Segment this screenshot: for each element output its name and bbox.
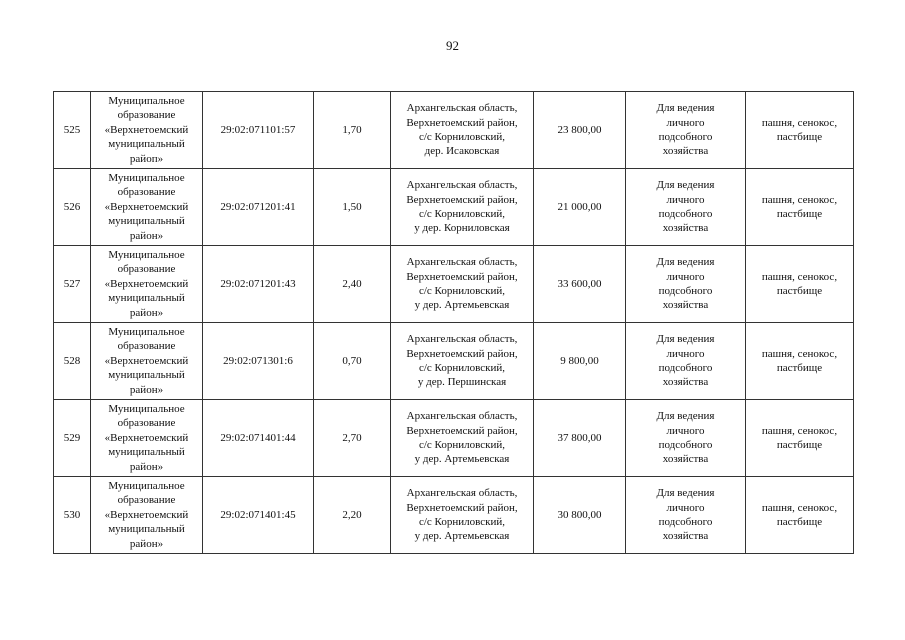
table-row	[54, 477, 854, 554]
price-cell: 37 800,00	[534, 400, 626, 477]
purpose-cell: Для ведения личного подсобного хозяйства	[626, 323, 746, 400]
table-row	[54, 246, 854, 323]
row-number-cell: 526	[54, 169, 91, 246]
land-use-cell: пашня, сенокос, пастбище	[746, 400, 854, 477]
address-cell: Архангельская область, Верхнетоемский район, с/с Корниловский, дер. Исаковская	[391, 92, 534, 169]
page-number: 92	[446, 38, 459, 53]
owner-cell: Муниципальное образование «Верхнетоемский муниципальный район»	[91, 477, 203, 554]
table-row	[54, 92, 854, 169]
row-number-cell: 530	[54, 477, 91, 554]
owner-cell: Муниципальное образование «Верхнетоемский муниципальный район»	[91, 246, 203, 323]
owner-cell: Муниципальное образование «Верхнетоемский муниципальный район»	[91, 323, 203, 400]
row-number-cell: 528	[54, 323, 91, 400]
purpose-cell: Для ведения личного подсобного хозяйства	[626, 92, 746, 169]
address-cell: Архангельская область, Верхнетоемский район, с/с Корниловский, у дер. Артемьевская	[391, 400, 534, 477]
address-cell: Архангельская область, Верхнетоемский район, с/с Корниловский, у дер. Артемьевская	[391, 477, 534, 554]
area-cell: 2,20	[314, 477, 391, 554]
cadastral-number-cell: 29:02:071301:6	[203, 323, 314, 400]
owner-cell: Муниципальное образование «Верхнетоемский муниципальный район»	[91, 169, 203, 246]
table-row	[54, 169, 854, 246]
address-cell: Архангельская область, Верхнетоемский район, с/с Корниловский, у дер. Першинская	[391, 323, 534, 400]
purpose-cell: Для ведения личного подсобного хозяйства	[626, 477, 746, 554]
area-cell: 1,70	[314, 92, 391, 169]
row-number-cell: 527	[54, 246, 91, 323]
price-cell: 30 800,00	[534, 477, 626, 554]
table-row	[54, 323, 854, 400]
row-number-cell: 525	[54, 92, 91, 169]
owner-cell: Муниципальное образование «Верхнетоемский муниципальный район»	[91, 400, 203, 477]
cadastral-number-cell: 29:02:071401:45	[203, 477, 314, 554]
table-row	[54, 400, 854, 477]
price-cell: 9 800,00	[534, 323, 626, 400]
cadastral-number-cell: 29:02:071201:41	[203, 169, 314, 246]
price-cell: 23 800,00	[534, 92, 626, 169]
purpose-cell: Для ведения личного подсобного хозяйства	[626, 246, 746, 323]
address-cell: Архангельская область, Верхнетоемский район, с/с Корниловский, у дер. Артемьевская	[391, 246, 534, 323]
purpose-cell: Для ведения личного подсобного хозяйства	[626, 400, 746, 477]
area-cell: 1,50	[314, 169, 391, 246]
cadastral-number-cell: 29:02:071201:43	[203, 246, 314, 323]
purpose-cell: Для ведения личного подсобного хозяйства	[626, 169, 746, 246]
land-use-cell: пашня, сенокос, пастбище	[746, 477, 854, 554]
land-use-cell: пашня, сенокос, пастбище	[746, 92, 854, 169]
cadastral-number-cell: 29:02:071401:44	[203, 400, 314, 477]
cadastral-number-cell: 29:02:071101:57	[203, 92, 314, 169]
address-cell: Архангельская область, Верхнетоемский район, с/с Корниловский, у дер. Корниловская	[391, 169, 534, 246]
row-number-cell: 529	[54, 400, 91, 477]
land-use-cell: пашня, сенокос, пастбище	[746, 323, 854, 400]
area-cell: 2,70	[314, 400, 391, 477]
area-cell: 0,70	[314, 323, 391, 400]
land-plots-table	[53, 91, 854, 554]
price-cell: 21 000,00	[534, 169, 626, 246]
land-use-cell: пашня, сенокос, пастбище	[746, 246, 854, 323]
area-cell: 2,40	[314, 246, 391, 323]
land-use-cell: пашня, сенокос, пастбище	[746, 169, 854, 246]
owner-cell: Муниципальное образование «Верхнетоемский муниципальный райоп»	[91, 92, 203, 169]
price-cell: 33 600,00	[534, 246, 626, 323]
